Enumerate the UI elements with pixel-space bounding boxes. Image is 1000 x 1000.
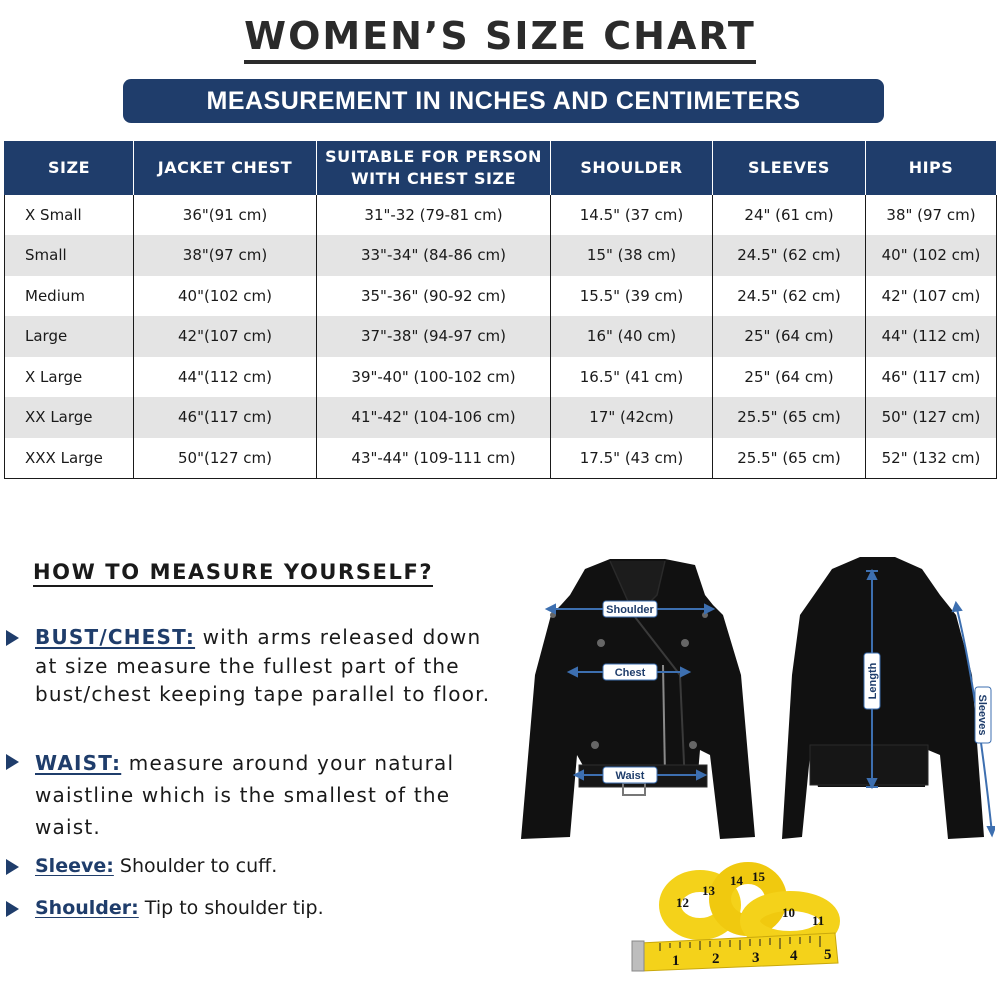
header-shoulder: SHOULDER bbox=[551, 141, 713, 195]
cell-size: Small bbox=[5, 235, 134, 276]
page-title bbox=[0, 14, 1000, 58]
header-hips: HIPS bbox=[866, 141, 997, 195]
tape-number: 11 bbox=[812, 913, 825, 928]
sleeve-term: Sleeve: bbox=[35, 855, 114, 877]
waist-text: measure around your natural waistline which is the smallest of the waist. bbox=[35, 751, 455, 839]
cell-jacket-chest: 46"(117 cm) bbox=[134, 397, 317, 438]
cell-size: XX Large bbox=[5, 397, 134, 438]
cell-suitable-chest: 31"-32 (79-81 cm) bbox=[317, 195, 551, 236]
cell-jacket-chest: 36"(91 cm) bbox=[134, 195, 317, 236]
header-suitable-chest bbox=[317, 141, 551, 195]
table-row bbox=[5, 276, 997, 317]
header-size: SIZE bbox=[5, 141, 134, 195]
jacket-back-icon bbox=[782, 557, 984, 839]
header-suitable-line2: WITH CHEST SIZE bbox=[350, 168, 517, 188]
tape-number: 12 bbox=[676, 895, 689, 910]
cell-jacket-chest: 38"(97 cm) bbox=[134, 235, 317, 276]
cell-hips: 38" (97 cm) bbox=[866, 195, 997, 236]
cell-sleeves: 25" (64 cm) bbox=[713, 357, 866, 398]
tape-number: 5 bbox=[824, 947, 832, 963]
tape-number: 1 bbox=[672, 953, 680, 969]
header-suitable-line1: SUITABLE FOR PERSON bbox=[325, 146, 542, 166]
shoulder-text: Tip to shoulder tip. bbox=[138, 897, 324, 919]
cell-shoulder: 17.5" (43 cm) bbox=[551, 438, 713, 479]
shoulder-term: Shoulder: bbox=[35, 897, 139, 919]
cell-sleeves: 24.5" (62 cm) bbox=[713, 276, 866, 317]
units-banner: MEASUREMENT IN INCHES AND CENTIMETERS bbox=[123, 79, 884, 123]
waist-instruction bbox=[6, 747, 476, 843]
cell-jacket-chest: 40"(102 cm) bbox=[134, 276, 317, 317]
bullet-arrow-icon bbox=[6, 859, 19, 875]
table-row bbox=[5, 235, 997, 276]
cell-sleeves: 24" (61 cm) bbox=[713, 195, 866, 236]
howto-title: HOW TO MEASURE YOURSELF? bbox=[33, 560, 433, 587]
sleeves-label: Sleeves bbox=[976, 694, 988, 736]
bust-chest-term: BUST/CHEST: bbox=[35, 625, 196, 649]
table-header-row bbox=[5, 141, 997, 195]
cell-shoulder: 17" (42cm) bbox=[551, 397, 713, 438]
cell-hips: 40" (102 cm) bbox=[866, 235, 997, 276]
length-label: Length bbox=[867, 662, 879, 700]
bullet-arrow-icon bbox=[6, 630, 19, 646]
bust-chest-text: with arms released down at size measure the fullest part of the bust/chest keeping tape parallel to floor. bbox=[35, 625, 491, 706]
cell-shoulder: 15.5" (39 cm) bbox=[551, 276, 713, 317]
page-title-text: WOMEN’S SIZE CHART bbox=[244, 14, 756, 64]
waist-label: Waist bbox=[615, 770, 645, 782]
tape-number: 15 bbox=[752, 869, 765, 884]
waist-term: WAIST: bbox=[35, 751, 122, 775]
tape-number: 13 bbox=[702, 883, 715, 898]
cell-size: XXX Large bbox=[5, 438, 134, 479]
shoulder-label: Shoulder bbox=[606, 604, 654, 616]
measuring-tape-illustration bbox=[630, 855, 845, 975]
cell-jacket-chest: 44"(112 cm) bbox=[134, 357, 317, 398]
cell-hips: 52" (132 cm) bbox=[866, 438, 997, 479]
cell-suitable-chest: 33"-34" (84-86 cm) bbox=[317, 235, 551, 276]
tape-number: 2 bbox=[712, 951, 720, 967]
cell-size: X Small bbox=[5, 195, 134, 236]
cell-shoulder: 16.5" (41 cm) bbox=[551, 357, 713, 398]
table-row bbox=[5, 397, 997, 438]
bullet-arrow-icon bbox=[6, 901, 19, 917]
header-jacket-chest: JACKET CHEST bbox=[134, 141, 317, 195]
tape-number: 10 bbox=[782, 905, 795, 920]
cell-suitable-chest: 35"-36" (90-92 cm) bbox=[317, 276, 551, 317]
cell-sleeves: 25.5" (65 cm) bbox=[713, 438, 866, 479]
table-row bbox=[5, 195, 997, 236]
cell-jacket-chest: 50"(127 cm) bbox=[134, 438, 317, 479]
jacket-back-diagram bbox=[780, 555, 995, 845]
cell-suitable-chest: 43"-44" (109-111 cm) bbox=[317, 438, 551, 479]
cell-suitable-chest: 41"-42" (104-106 cm) bbox=[317, 397, 551, 438]
sleeve-instruction bbox=[6, 852, 506, 881]
size-table bbox=[4, 140, 997, 479]
cell-hips: 44" (112 cm) bbox=[866, 316, 997, 357]
bust-chest-instruction bbox=[6, 623, 506, 709]
cell-shoulder: 14.5" (37 cm) bbox=[551, 195, 713, 236]
cell-hips: 42" (107 cm) bbox=[866, 276, 997, 317]
jacket-front-diagram bbox=[515, 555, 775, 845]
tape-number: 14 bbox=[730, 873, 743, 888]
cell-size: Medium bbox=[5, 276, 134, 317]
cell-size: Large bbox=[5, 316, 134, 357]
cell-sleeves: 25.5" (65 cm) bbox=[713, 397, 866, 438]
shoulder-instruction bbox=[6, 894, 506, 923]
cell-hips: 46" (117 cm) bbox=[866, 357, 997, 398]
cell-shoulder: 16" (40 cm) bbox=[551, 316, 713, 357]
chest-label: Chest bbox=[614, 667, 646, 679]
cell-sleeves: 24.5" (62 cm) bbox=[713, 235, 866, 276]
tape-number: 4 bbox=[790, 948, 798, 964]
cell-shoulder: 15" (38 cm) bbox=[551, 235, 713, 276]
table-row bbox=[5, 316, 997, 357]
cell-suitable-chest: 39"-40" (100-102 cm) bbox=[317, 357, 551, 398]
sleeve-text: Shoulder to cuff. bbox=[113, 855, 278, 877]
cell-suitable-chest: 37"-38" (94-97 cm) bbox=[317, 316, 551, 357]
cell-hips: 50" (127 cm) bbox=[866, 397, 997, 438]
cell-size: X Large bbox=[5, 357, 134, 398]
bullet-arrow-icon bbox=[6, 754, 19, 770]
cell-sleeves: 25" (64 cm) bbox=[713, 316, 866, 357]
table-row bbox=[5, 438, 997, 479]
cell-jacket-chest: 42"(107 cm) bbox=[134, 316, 317, 357]
table-row bbox=[5, 357, 997, 398]
tape-number: 3 bbox=[752, 950, 760, 966]
header-sleeves: SLEEVES bbox=[713, 141, 866, 195]
